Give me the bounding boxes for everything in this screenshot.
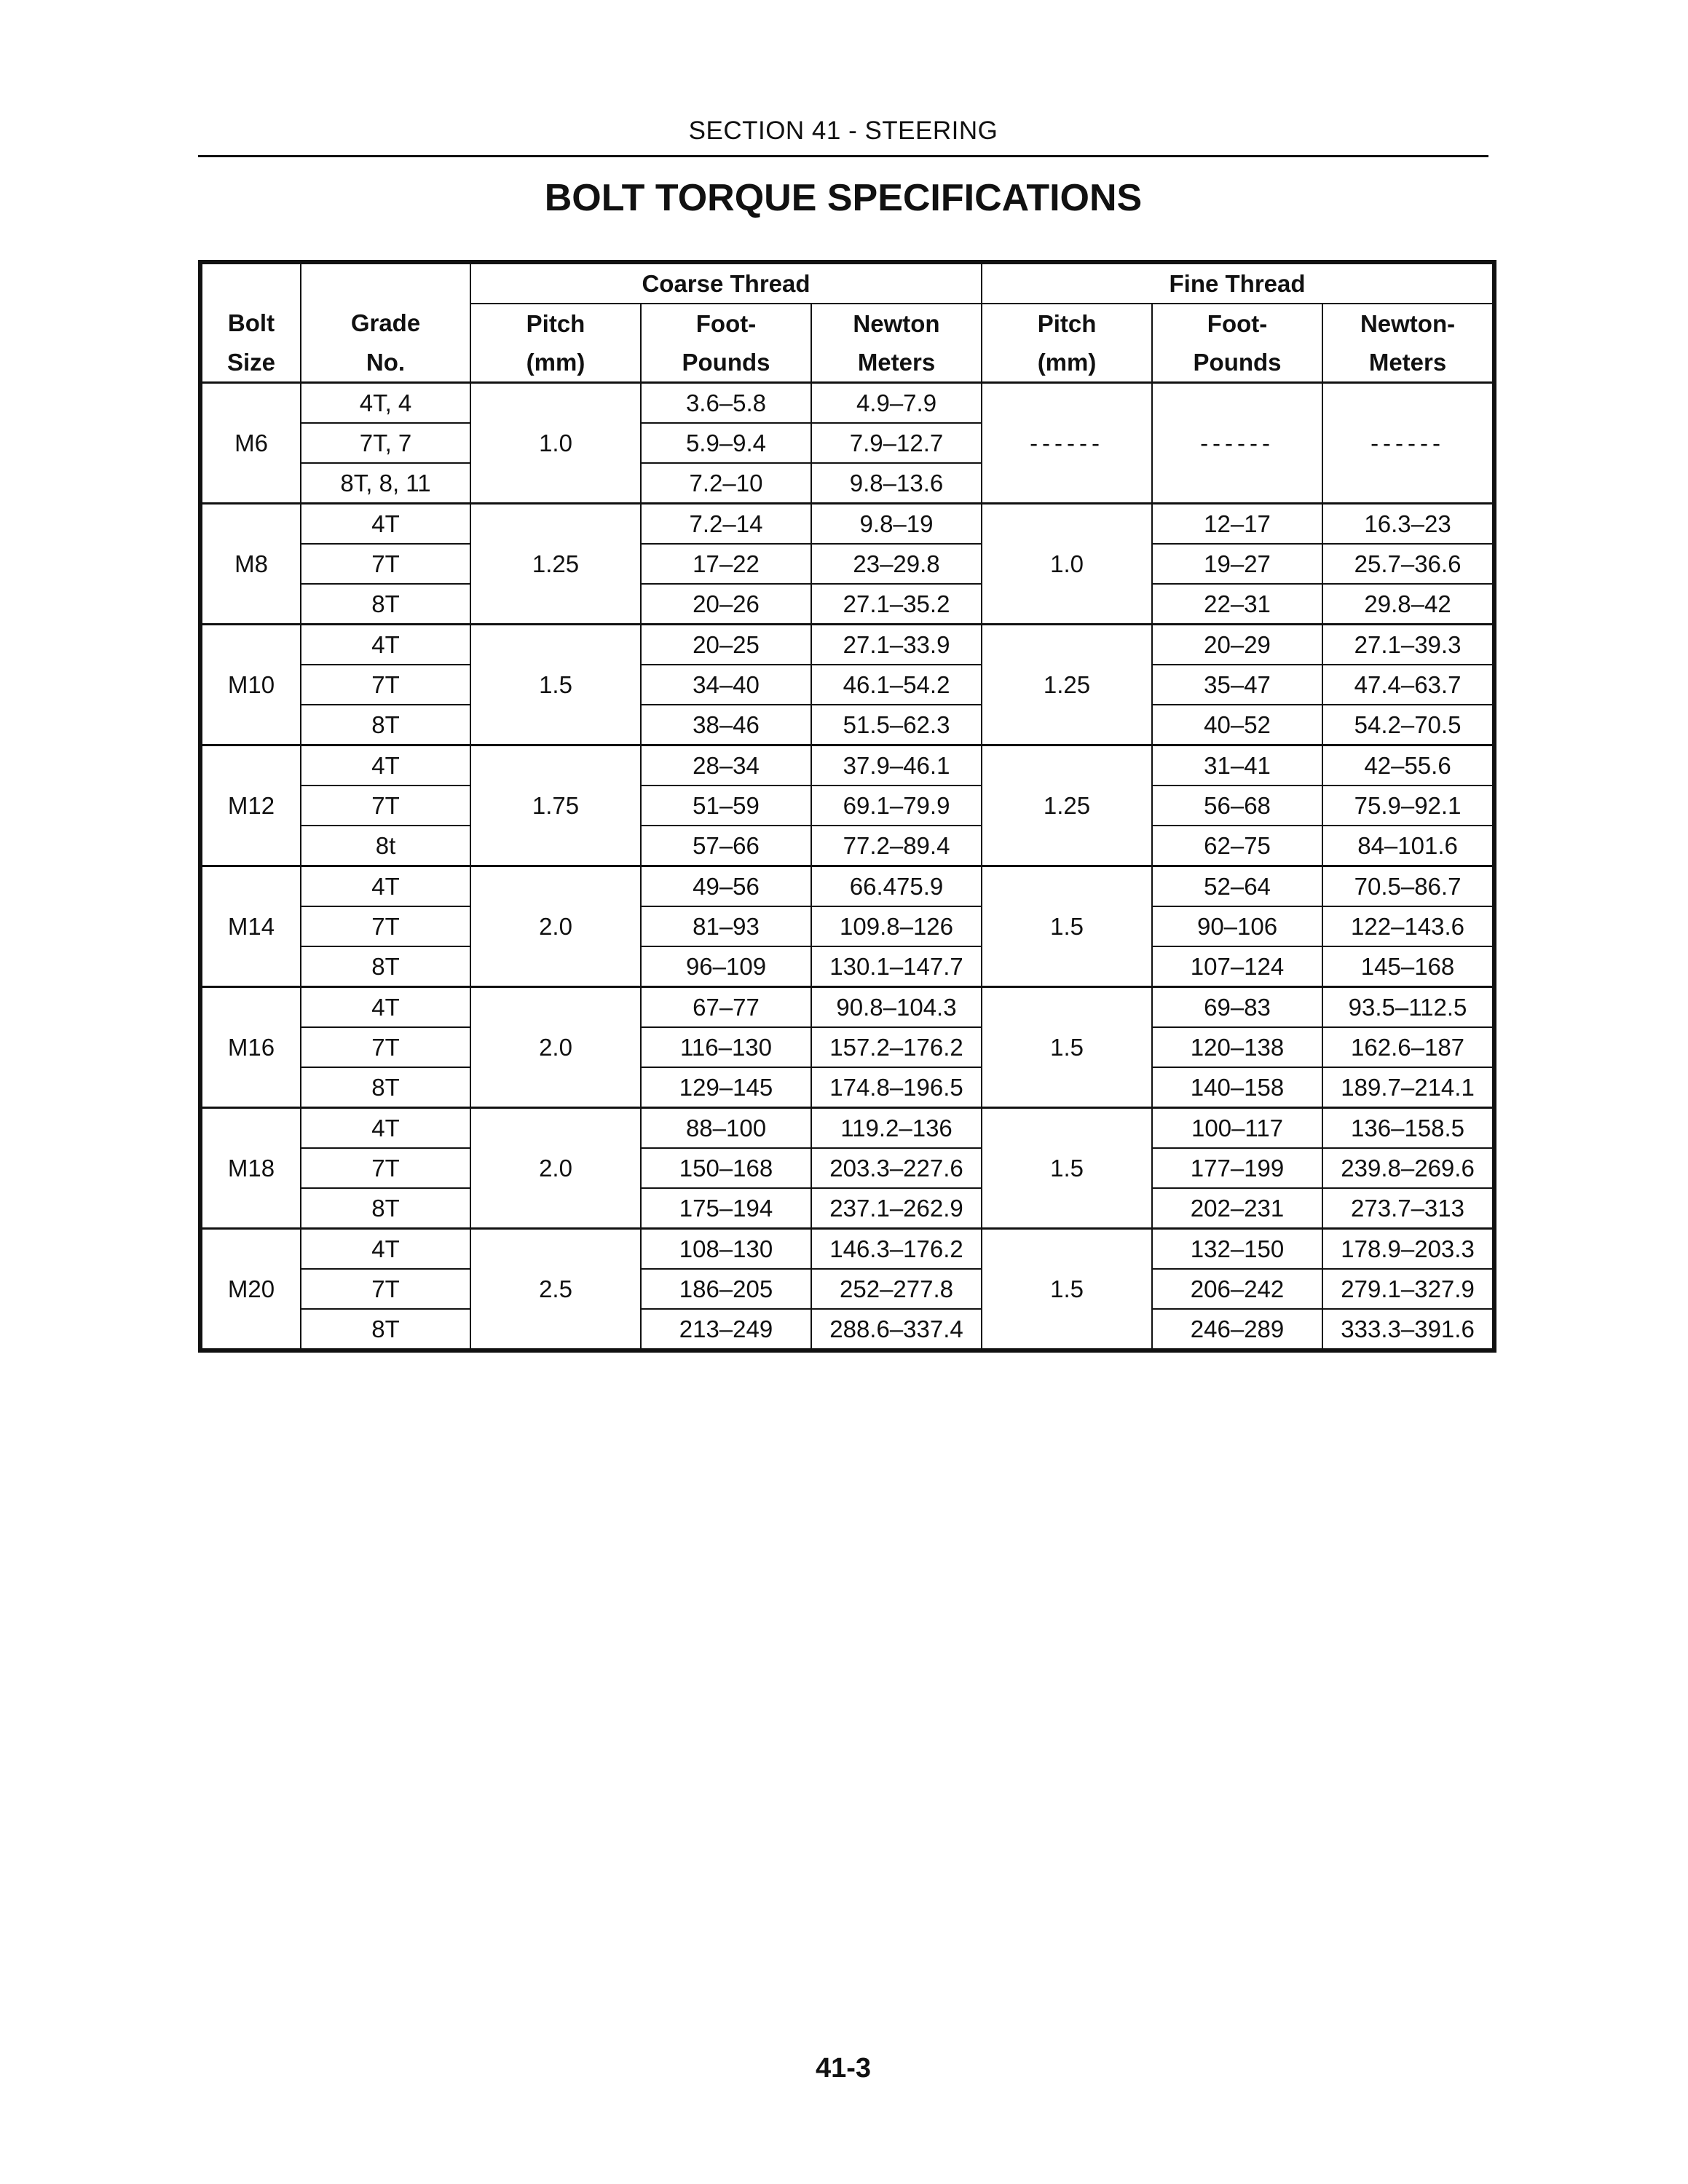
col-header-fine-foot: Foot- [1152, 304, 1322, 343]
bolt-size-cell: M18 [200, 1108, 301, 1229]
fine-pitch-cell: 1.0 [982, 504, 1152, 625]
coarse-nm-cell: 174.8–196.5 [811, 1067, 982, 1108]
table-row [200, 786, 1494, 826]
coarse-ft-lb-cell: 108–130 [641, 1229, 811, 1270]
bolt-size-cell: M8 [200, 504, 301, 625]
fine-nm-cell: 16.3–23 [1322, 504, 1494, 545]
coarse-nm-cell: 109.8–126 [811, 906, 982, 946]
coarse-ft-lb-cell: 38–46 [641, 705, 811, 745]
table-row [200, 1269, 1494, 1309]
col-header-bolt: Bolt [200, 304, 301, 343]
fine-pitch-cell: ------ [982, 383, 1152, 504]
fine-pitch-cell: 1.5 [982, 866, 1152, 987]
bolt-torque-table [198, 260, 1496, 1353]
fine-ft-lb-cell: 52–64 [1152, 866, 1322, 907]
coarse-nm-cell: 23–29.8 [811, 544, 982, 584]
coarse-thread-header: Coarse Thread [470, 262, 982, 304]
table-row [200, 1309, 1494, 1350]
fine-nm-cell: 333.3–391.6 [1322, 1309, 1494, 1350]
coarse-nm-cell: 252–277.8 [811, 1269, 982, 1309]
table-row [200, 987, 1494, 1028]
grade-cell: 8T [301, 705, 470, 745]
coarse-pitch-cell: 2.5 [470, 1229, 641, 1351]
fine-nm-cell: 273.7–313 [1322, 1188, 1494, 1229]
table-row [200, 866, 1494, 907]
grade-cell: 7T, 7 [301, 423, 470, 463]
coarse-pitch-cell: 1.25 [470, 504, 641, 625]
bolt-size-cell: M20 [200, 1229, 301, 1351]
coarse-ft-lb-cell: 28–34 [641, 745, 811, 786]
col-header-coarse-pitch: Pitch [470, 304, 641, 343]
grade-cell: 7T [301, 544, 470, 584]
coarse-ft-lb-cell: 57–66 [641, 826, 811, 866]
coarse-ft-lb-cell: 49–56 [641, 866, 811, 907]
grade-cell: 7T [301, 665, 470, 705]
col-header-coarse-pitch-unit: (mm) [470, 343, 641, 383]
col-header-fine-pitch: Pitch [982, 304, 1152, 343]
fine-ft-lb-cell: 69–83 [1152, 987, 1322, 1028]
grade-cell: 8T [301, 946, 470, 987]
section-header: SECTION 41 - STEERING [688, 116, 998, 145]
grade-cell: 8T [301, 1188, 470, 1229]
col-header-no: No. [301, 343, 470, 383]
coarse-ft-lb-cell: 186–205 [641, 1269, 811, 1309]
col-header-grade: Grade [301, 304, 470, 343]
page-number: 41-3 [815, 2053, 872, 2084]
fine-nm-cell: 54.2–70.5 [1322, 705, 1494, 745]
page-title: BOLT TORQUE SPECIFICATIONS [544, 177, 1143, 219]
table-row [200, 705, 1494, 745]
coarse-ft-lb-cell: 67–77 [641, 987, 811, 1028]
fine-ft-lb-cell: 56–68 [1152, 786, 1322, 826]
coarse-pitch-cell: 2.0 [470, 987, 641, 1108]
fine-ft-lb-cell: 40–52 [1152, 705, 1322, 745]
fine-ft-lb-cell: 140–158 [1152, 1067, 1322, 1108]
fine-ft-lb-cell: 12–17 [1152, 504, 1322, 545]
fine-nm-cell: 279.1–327.9 [1322, 1269, 1494, 1309]
table-body [200, 383, 1494, 1351]
fine-pitch-cell: 1.25 [982, 745, 1152, 866]
coarse-nm-cell: 237.1–262.9 [811, 1188, 982, 1229]
grade-cell: 7T [301, 1027, 470, 1067]
coarse-ft-lb-cell: 81–93 [641, 906, 811, 946]
bolt-size-cell: M6 [200, 383, 301, 504]
fine-ft-lb-cell: 107–124 [1152, 946, 1322, 987]
table-row [200, 1108, 1494, 1149]
coarse-nm-cell: 119.2–136 [811, 1108, 982, 1149]
coarse-nm-cell: 51.5–62.3 [811, 705, 982, 745]
coarse-nm-cell: 27.1–33.9 [811, 625, 982, 665]
coarse-nm-cell: 130.1–147.7 [811, 946, 982, 987]
coarse-pitch-cell: 1.0 [470, 383, 641, 504]
grade-cell: 8T [301, 584, 470, 625]
coarse-nm-cell: 90.8–104.3 [811, 987, 982, 1028]
header-blank-grade [301, 262, 470, 304]
coarse-nm-cell: 46.1–54.2 [811, 665, 982, 705]
col-header-coarse-newton: Newton [811, 304, 982, 343]
fine-nm-cell: 84–101.6 [1322, 826, 1494, 866]
coarse-nm-cell: 69.1–79.9 [811, 786, 982, 826]
coarse-ft-lb-cell: 5.9–9.4 [641, 423, 811, 463]
header-row-line2 [200, 343, 1494, 383]
grade-cell: 4T [301, 1229, 470, 1270]
coarse-pitch-cell: 1.5 [470, 625, 641, 745]
coarse-nm-cell: 4.9–7.9 [811, 383, 982, 424]
fine-thread-header: Fine Thread [982, 262, 1494, 304]
fine-nm-cell: 42–55.6 [1322, 745, 1494, 786]
fine-ft-lb-cell: 35–47 [1152, 665, 1322, 705]
coarse-ft-lb-cell: 20–25 [641, 625, 811, 665]
bolt-size-cell: M10 [200, 625, 301, 745]
coarse-ft-lb-cell: 213–249 [641, 1309, 811, 1350]
table-row [200, 504, 1494, 545]
grade-cell: 7T [301, 1269, 470, 1309]
fine-ft-lb-cell: 90–106 [1152, 906, 1322, 946]
fine-nm-cell: 47.4–63.7 [1322, 665, 1494, 705]
bolt-size-cell: M12 [200, 745, 301, 866]
table-row [200, 826, 1494, 866]
table-row [200, 665, 1494, 705]
coarse-nm-cell: 203.3–227.6 [811, 1148, 982, 1188]
header-divider [198, 155, 1488, 157]
grade-cell: 8T [301, 1309, 470, 1350]
col-header-fine-meters: Meters [1322, 343, 1494, 383]
fine-nm-cell: 162.6–187 [1322, 1027, 1494, 1067]
table-row [200, 745, 1494, 786]
fine-ft-lb-cell: 132–150 [1152, 1229, 1322, 1270]
grade-cell: 8t [301, 826, 470, 866]
coarse-ft-lb-cell: 7.2–10 [641, 463, 811, 504]
table-row [200, 906, 1494, 946]
coarse-pitch-cell: 2.0 [470, 866, 641, 987]
col-header-coarse-meters: Meters [811, 343, 982, 383]
grade-cell: 4T [301, 745, 470, 786]
grade-cell: 4T [301, 987, 470, 1028]
header-blank-size [200, 262, 301, 304]
table-row [200, 1229, 1494, 1270]
fine-nm-cell: 70.5–86.7 [1322, 866, 1494, 907]
header-row-groups [200, 262, 1494, 304]
fine-ft-lb-cell: ------ [1152, 383, 1322, 504]
col-header-fine-pounds: Pounds [1152, 343, 1322, 383]
coarse-nm-cell: 27.1–35.2 [811, 584, 982, 625]
fine-pitch-cell: 1.25 [982, 625, 1152, 745]
fine-ft-lb-cell: 31–41 [1152, 745, 1322, 786]
fine-nm-cell: 93.5–112.5 [1322, 987, 1494, 1028]
col-header-coarse-foot: Foot- [641, 304, 811, 343]
coarse-nm-cell: 7.9–12.7 [811, 423, 982, 463]
coarse-ft-lb-cell: 88–100 [641, 1108, 811, 1149]
fine-nm-cell: 239.8–269.6 [1322, 1148, 1494, 1188]
col-header-fine-pitch-unit: (mm) [982, 343, 1152, 383]
fine-nm-cell: 25.7–36.6 [1322, 544, 1494, 584]
fine-nm-cell: 189.7–214.1 [1322, 1067, 1494, 1108]
grade-cell: 8T, 8, 11 [301, 463, 470, 504]
col-header-fine-newton: Newton- [1322, 304, 1494, 343]
header-row-line1 [200, 304, 1494, 343]
grade-cell: 7T [301, 906, 470, 946]
fine-nm-cell: 75.9–92.1 [1322, 786, 1494, 826]
grade-cell: 7T [301, 786, 470, 826]
coarse-nm-cell: 9.8–19 [811, 504, 982, 545]
coarse-nm-cell: 288.6–337.4 [811, 1309, 982, 1350]
fine-nm-cell: ------ [1322, 383, 1494, 504]
table-row [200, 544, 1494, 584]
fine-nm-cell: 29.8–42 [1322, 584, 1494, 625]
bolt-size-cell: M16 [200, 987, 301, 1108]
table-header [200, 262, 1494, 383]
fine-nm-cell: 136–158.5 [1322, 1108, 1494, 1149]
coarse-ft-lb-cell: 150–168 [641, 1148, 811, 1188]
fine-nm-cell: 122–143.6 [1322, 906, 1494, 946]
coarse-nm-cell: 66.475.9 [811, 866, 982, 907]
table-row [200, 1148, 1494, 1188]
grade-cell: 4T, 4 [301, 383, 470, 424]
fine-ft-lb-cell: 206–242 [1152, 1269, 1322, 1309]
table-row [200, 946, 1494, 987]
fine-ft-lb-cell: 246–289 [1152, 1309, 1322, 1350]
coarse-nm-cell: 9.8–13.6 [811, 463, 982, 504]
coarse-pitch-cell: 2.0 [470, 1108, 641, 1229]
fine-ft-lb-cell: 100–117 [1152, 1108, 1322, 1149]
fine-ft-lb-cell: 20–29 [1152, 625, 1322, 665]
fine-ft-lb-cell: 202–231 [1152, 1188, 1322, 1229]
col-header-coarse-pounds: Pounds [641, 343, 811, 383]
coarse-ft-lb-cell: 96–109 [641, 946, 811, 987]
fine-ft-lb-cell: 120–138 [1152, 1027, 1322, 1067]
table-row [200, 1027, 1494, 1067]
table-row [200, 584, 1494, 625]
fine-ft-lb-cell: 22–31 [1152, 584, 1322, 625]
grade-cell: 8T [301, 1067, 470, 1108]
fine-nm-cell: 178.9–203.3 [1322, 1229, 1494, 1270]
col-header-size: Size [200, 343, 301, 383]
coarse-nm-cell: 146.3–176.2 [811, 1229, 982, 1270]
grade-cell: 4T [301, 1108, 470, 1149]
coarse-ft-lb-cell: 175–194 [641, 1188, 811, 1229]
table-row [200, 1067, 1494, 1108]
coarse-ft-lb-cell: 129–145 [641, 1067, 811, 1108]
fine-pitch-cell: 1.5 [982, 1108, 1152, 1229]
table-row [200, 1188, 1494, 1229]
fine-nm-cell: 27.1–39.3 [1322, 625, 1494, 665]
coarse-ft-lb-cell: 20–26 [641, 584, 811, 625]
table-row [200, 625, 1494, 665]
coarse-pitch-cell: 1.75 [470, 745, 641, 866]
grade-cell: 4T [301, 866, 470, 907]
coarse-ft-lb-cell: 34–40 [641, 665, 811, 705]
coarse-nm-cell: 157.2–176.2 [811, 1027, 982, 1067]
grade-cell: 7T [301, 1148, 470, 1188]
table-row [200, 383, 1494, 424]
coarse-nm-cell: 37.9–46.1 [811, 745, 982, 786]
coarse-nm-cell: 77.2–89.4 [811, 826, 982, 866]
coarse-ft-lb-cell: 3.6–5.8 [641, 383, 811, 424]
fine-pitch-cell: 1.5 [982, 1229, 1152, 1351]
fine-ft-lb-cell: 19–27 [1152, 544, 1322, 584]
coarse-ft-lb-cell: 7.2–14 [641, 504, 811, 545]
bolt-size-cell: M14 [200, 866, 301, 987]
fine-ft-lb-cell: 62–75 [1152, 826, 1322, 866]
coarse-ft-lb-cell: 17–22 [641, 544, 811, 584]
grade-cell: 4T [301, 625, 470, 665]
fine-ft-lb-cell: 177–199 [1152, 1148, 1322, 1188]
coarse-ft-lb-cell: 51–59 [641, 786, 811, 826]
fine-pitch-cell: 1.5 [982, 987, 1152, 1108]
grade-cell: 4T [301, 504, 470, 545]
fine-nm-cell: 145–168 [1322, 946, 1494, 987]
coarse-ft-lb-cell: 116–130 [641, 1027, 811, 1067]
